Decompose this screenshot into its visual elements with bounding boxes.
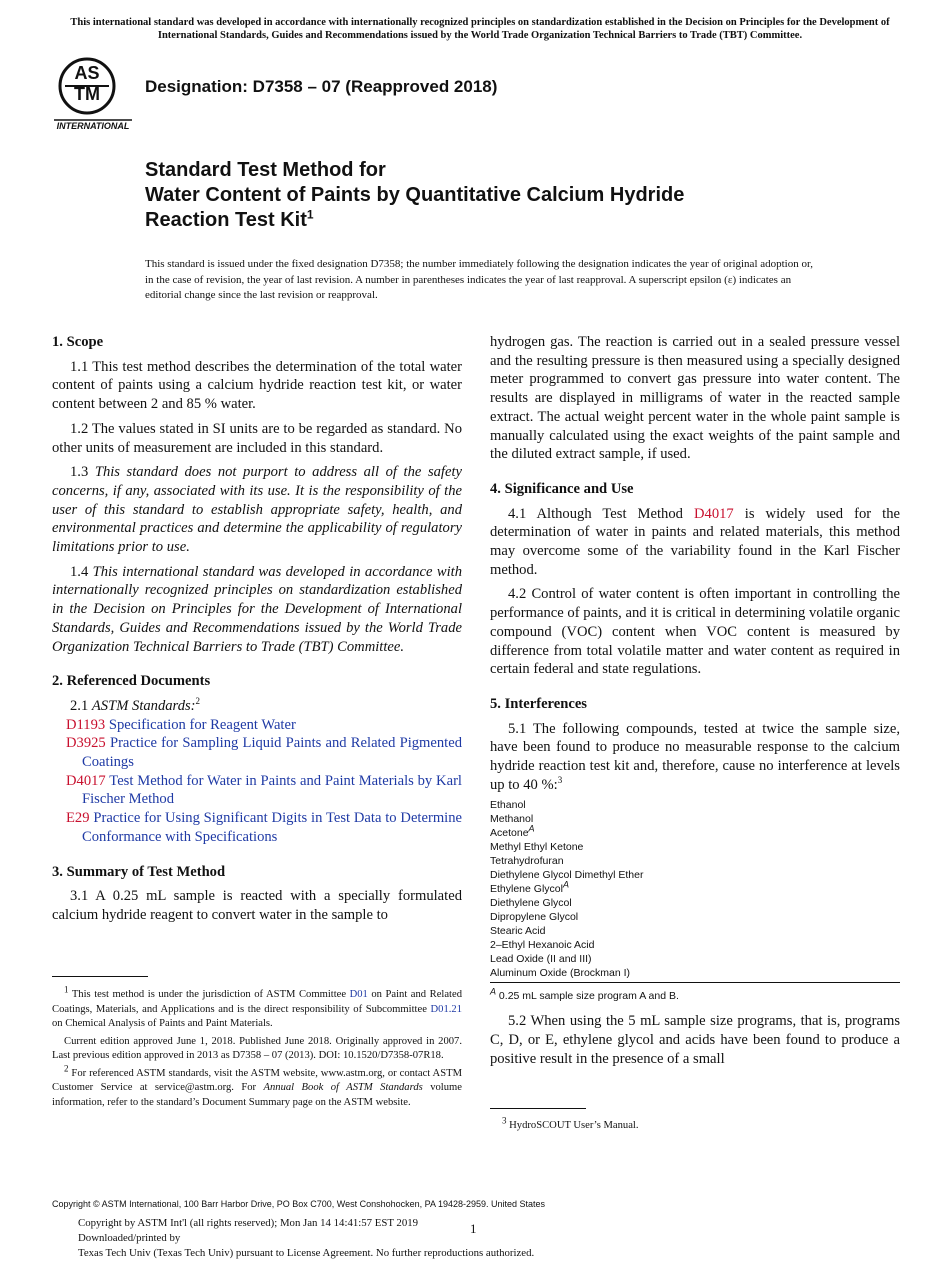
d4017-inline-link[interactable]: D4017 [694,505,734,522]
page-number: 1 [470,1221,477,1236]
para-4-1: 4.1 Although Test Method D4017 is widely used for the determination of water in paints and related materials, this method may overcome some of the variability found in the Karl Fischer method. [490,505,901,578]
compound-item: Lead Oxide (II and III) [490,953,592,966]
subcommittee-d01-21-link[interactable]: D01.21 [430,1003,462,1015]
compound-item: Diethylene Glycol [490,897,572,910]
para-1-3: 1.3 This standard does not purport to address all of the safety concerns, if any, associated with its use. It is the responsibility of the user of this standard to establish appropriate safety, health, and environmental practices and determine the applicability of regulatory limitations prior to use. [52,464,462,556]
svg-text:AS: AS [74,63,100,83]
referenced-heading: 2. Referenced Documents [52,673,211,690]
svg-text:INTERNATIONAL: INTERNATIONAL [56,121,130,131]
issue-note: This standard is issued under the fixed designation D7358; the number immediately following the designation indicates the year of original adoption or, in the case of revision, the year of last revision. A number in parentheses indicates the year of last reapproval. A superscript epsilon (ε) indicates an editorial change since the last revision or reapproval. [145,258,813,301]
para-1-4: 1.4 This international standard was developed in accordance with internationally recognized principles on standardization established in the Decision on Principles for the Development of International Standards, Guides and Recommendations issued by the World Trade Organization Technical Barriers to Trade (TBT) Committee. [52,563,463,655]
title-line-1: Standard Test Method for [145,159,386,181]
para-1-2: 1.2 The values stated in SI units are to be regarded as standard. No other units of measurement are included in this standard. [52,420,462,456]
scope-heading: 1. Scope [52,334,104,350]
title-footnote-mark: 1 [306,207,314,222]
committee-d01-link[interactable]: D01 [349,989,368,1000]
para-3-1: 3.1 A 0.25 mL sample is reacted with a specially formulated calcium hydride reagent to convert water in the sample to [52,888,462,923]
significance-heading: 4. Significance and Use [490,480,634,497]
ref-d1193-title-link[interactable]: Specification for Reagent Water [108,716,296,733]
standards-notice: This international standard was developed in accordance with internationally recognized principles on standardization established in the Decision on Principles for the Development of International Standards, Guides and Recommendations issued by the World Trade Organization Technical Barriers to Trade (TBT) Committee. [70,17,890,41]
compound-item: Diethylene Glycol Dimethyl Ether [490,869,644,882]
footnote-1-edition: Current edition approved June 1, 2018. Published June 2018. Originally approved in 2007. Last previous edition approved in 2013 as D7358 – 07 (2013). DOI: 10.1520/D7358-07R18. [52,1035,462,1061]
left-column [52,333,462,931]
para-3-1-continued: hydrogen gas. The reaction is carried out in a sealed pressure vessel and the resulting pressure is then measured using a specially designed meter programmed to convert gas pressure into water content. The results are displayed in milligrams of water in the reacted sample extract. The actual weight percent water in the whole paint sample is manually calculated using the exact weights of the paint sample and the diluted extract sample, if used. [490,334,900,463]
designation: Designation: D7358 – 07 (Reapproved 2018) [145,77,498,96]
ref-d4017 [52,772,462,809]
compound-item: Ethylene Glycol$^A$ [490,879,569,896]
footnote-rule-right [490,1108,586,1109]
compound-item: Acetone$^A$ [490,823,535,840]
para-2-1: 2.1 ASTM Standards:$^2$ [70,696,201,714]
compound-item: 2–Ethyl Hexanoic Acid [490,939,595,952]
ref-e29-title-link[interactable]: Practice for Using Significant Digits in Test Data to Determine Conformance with Specifications [82,810,462,845]
footnote-1: $^1$ This test method is under the jurisdiction of ASTM Committee D01 on Paint and Related Coatings, Materials, and Applications and is the direct responsibility of Subcommittee D01.21 on Chemical Analysis of Paints and Paint Materials. [52,984,462,1029]
compound-item: Dipropylene Glycol [490,911,579,924]
para-1-1: 1.1 This test method describes the determination of the total water content of paints using a calcium hydride reaction test kit, or water content between 2 and 85 % water. [52,358,462,413]
ref-d4017-code-link[interactable]: D4017 [66,772,106,789]
compound-item: Ethanol [490,799,526,812]
compound-table-note: $^A$ 0.25 mL sample size program A and B. [490,986,679,1003]
ref-d3925-code-link[interactable]: D3925 [66,735,106,752]
para-5-1: 5.1 The following compounds, tested at twice the sample size, have been found to produce no measurable response to the calcium hydride reaction test kit and, therefore, cause no interference at levels up to 40 %:$^3$ [490,720,900,793]
svg-text:TM: TM [74,84,100,104]
ref-e29-code-link[interactable]: E29 [66,810,90,827]
ref-d3925 [52,734,462,771]
ref-d4017-title-link[interactable]: Test Method for Water in Paints and Paint Materials by Karl Fischer Method [82,772,462,808]
right-column [490,333,900,1074]
interferences-heading: 5. Interferences [490,695,587,712]
astm-logo-icon [52,55,134,135]
document-title [145,158,684,233]
footnotes-left [52,984,462,1113]
ref-d1193-code-link[interactable]: D1193 [66,716,106,733]
download-stamp-line: Copyright by ASTM Int'l (all rights reserved); Mon Jan 14 14:41:57 EST 2019 [78,1217,419,1229]
ref-d3925-title-link[interactable]: Practice for Sampling Liquid Paints and Related Pigmented Coatings [82,735,463,771]
copyright-line: Copyright © ASTM International, 100 Barr Harbor Drive, PO Box C700, West Conshohocken, PA 19428-2959. United States [52,1199,546,1209]
compound-table-rule [490,982,900,983]
compound-item: Methyl Ethyl Ketone [490,841,584,854]
download-stamp-line: Texas Tech Univ (Texas Tech Univ) pursuant to License Agreement. No further reproductions authorized. [78,1247,535,1259]
title-line-2: Water Content of Paints by Quantitative Calcium Hydride [145,184,685,206]
footnote-3: $^3$ HydroSCOUT User’s Manual. [502,1115,639,1131]
footnote-2: $^2$ For referenced ASTM standards, visit the ASTM website, www.astm.org, or contact ASTM Customer Service at service@astm.org. For Annual Book of ASTM Standards volume information, refer to the standard’s Document Summary page on the ASTM website. [52,1062,462,1108]
compound-item: Aluminum Oxide (Brockman I) [490,967,631,980]
astm-logo [52,55,134,135]
compound-list [490,798,900,980]
footnote-rule-left [52,976,148,977]
para-4-2: 4.2 Control of water content is often important in controlling the performance of paints, and it is critical in determining volatile organic compound (VOC) content when VOC content is measured by difference from total volatile matter and water content as required in certain federal and state regulations. [490,586,900,678]
compound-item: Methanol [490,813,534,826]
footnotes-right [490,1115,900,1137]
para-5-2: 5.2 When using the 5 mL sample size programs, that is, programs C, D, or E, ethylene glycol and acids have been found to produce a positive result in the presence of a small [490,1013,900,1067]
download-stamp [78,1216,534,1261]
title-line-3: Reaction Test Kit$^1$ [145,207,314,231]
ref-d1193 [52,716,462,735]
summary-heading: 3. Summary of Test Method [52,863,226,880]
compound-item: Tetrahydrofuran [490,855,564,868]
compound-item: Stearic Acid [490,925,546,938]
download-stamp-line: Downloaded/printed by [78,1232,181,1244]
ref-e29 [52,809,462,846]
